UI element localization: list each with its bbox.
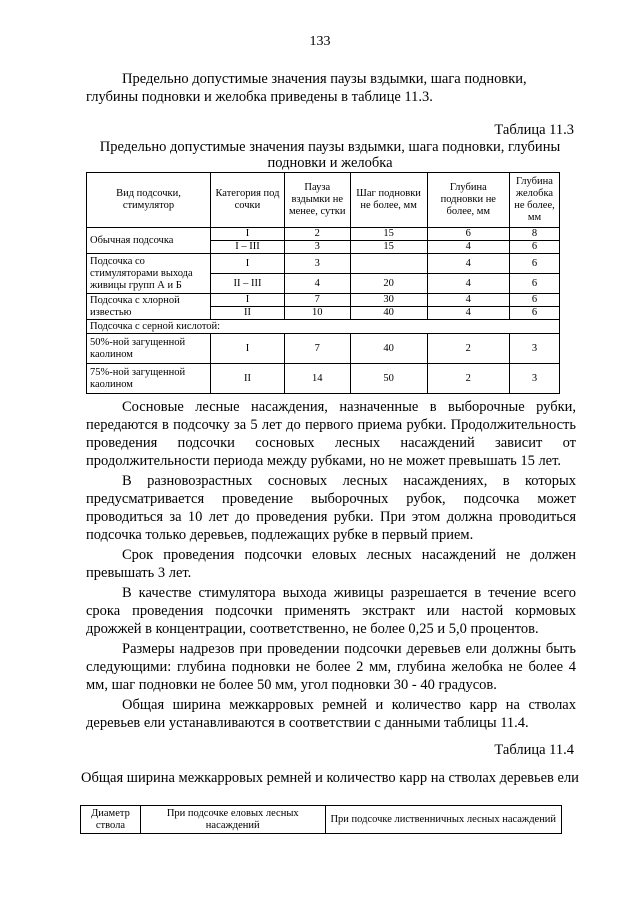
table-cell: 40 xyxy=(350,334,427,364)
table-cell: 2 xyxy=(427,334,509,364)
table-cell: I xyxy=(210,228,284,241)
row-label: Подсочка со стимуляторами выхода живицы групп А и Б xyxy=(87,254,211,294)
table-cell: 6 xyxy=(509,241,559,254)
table-cell: 3 xyxy=(509,334,559,364)
page-number: 133 xyxy=(309,34,331,49)
table-cell: I xyxy=(210,254,284,274)
table-cell: 6 xyxy=(509,307,559,320)
body-text xyxy=(86,398,576,732)
table-11-3-title: Предельно допустимые значения паузы вздымки, шага подновки, глубины подновки и желобка xyxy=(99,139,561,171)
header-cell: Вид подсочки, стимулятор xyxy=(87,173,211,228)
table-row xyxy=(87,254,560,274)
header-cell: При подсочке еловых лесных насаждений xyxy=(140,806,325,834)
table-row xyxy=(87,364,560,394)
table-cell: 40 xyxy=(350,307,427,320)
paragraph: В разновозрастных сосновых лесных насаждениях, в которых предусматривается проведение выборочных рубок, подсочка может проводиться за 10 лет до проведения рубки. При этом должна проводиться подсочка только деревьев, подлежащих рубке в первый прием. xyxy=(86,473,576,543)
table-cell: 6 xyxy=(509,254,559,274)
table-11-4-label: Таблица 11.4 xyxy=(494,742,574,758)
intro-text: Предельно допустимые значения паузы вздымки, шага подновки, глубины подновки и желобка приведены в таблице 11.3. xyxy=(86,71,527,105)
paragraph: В качестве стимулятора выхода живицы разрешается в течение всего срока проведения подсочки применять экстракт или настой кормовых дрожжей в концентрации, соответственно, не более 0,25 и 5,0 процентов. xyxy=(86,585,576,637)
table-cell: 3 xyxy=(284,241,350,254)
row-label: Обычная подсочка xyxy=(87,228,211,254)
table-cell: 50 xyxy=(350,364,427,394)
table-row xyxy=(87,334,560,364)
table-header-row xyxy=(81,806,562,834)
table-cell: 4 xyxy=(427,274,509,294)
row-label: Подсочка с хлорной известью xyxy=(87,294,211,320)
table-cell: 3 xyxy=(509,364,559,394)
table-cell: 4 xyxy=(427,294,509,307)
table-cell: 2 xyxy=(284,228,350,241)
table-cell: II – III xyxy=(210,274,284,294)
intro-paragraph xyxy=(86,70,576,106)
header-cell: Пауза вздымки не менее, сутки xyxy=(284,173,350,228)
section-label: Подсочка с серной кислотой: xyxy=(87,320,560,334)
paragraph: Общая ширина межкарровых ремней и количество карр на стволах деревьев ели устанавливаются в соответствии с данными таблицы 11.4. xyxy=(86,697,576,731)
paragraph: Сосновые лесные насаждения, назначенные в выборочные рубки, передаются в подсочку за 5 лет до первого приема рубки. Продолжительность проведения подсочки сосновых лесных насаждений зависит от продолжительности периода между рубками, но не может превышать 15 лет. xyxy=(86,399,576,469)
table-cell: 30 xyxy=(350,294,427,307)
table-cell: I – III xyxy=(210,241,284,254)
table-cell xyxy=(350,254,427,274)
table-cell: II xyxy=(210,307,284,320)
table-cell: I xyxy=(210,294,284,307)
table-cell: 15 xyxy=(350,241,427,254)
table-row xyxy=(87,294,560,307)
table-cell: 6 xyxy=(509,274,559,294)
table-cell: 15 xyxy=(350,228,427,241)
header-cell: Диаметр ствола xyxy=(81,806,141,834)
table-cell: 2 xyxy=(427,364,509,394)
table-cell: 6 xyxy=(509,294,559,307)
table-cell: 4 xyxy=(427,307,509,320)
table-cell: 4 xyxy=(427,254,509,274)
table-11-4 xyxy=(80,805,562,834)
row-label: 75%-ной загущенной каолином xyxy=(87,364,211,394)
table-cell: 6 xyxy=(427,228,509,241)
table-cell: I xyxy=(210,334,284,364)
table-header-row xyxy=(87,173,560,228)
table-cell: 8 xyxy=(509,228,559,241)
table-11-3 xyxy=(86,172,560,394)
table-row xyxy=(87,228,560,241)
table-cell: 7 xyxy=(284,334,350,364)
row-label: 50%-ной загущенной каолином xyxy=(87,334,211,364)
table-cell: 20 xyxy=(350,274,427,294)
table-cell: 3 xyxy=(284,254,350,274)
header-cell: При подсочке лиственничных лесных насаждений xyxy=(325,806,561,834)
header-cell: Категория под сочки xyxy=(210,173,284,228)
header-cell: Шаг подновки не более, мм xyxy=(350,173,427,228)
paragraph: Размеры надрезов при проведении подсочки деревьев ели должны быть следующими: глубина подновки не более 2 мм, глубина желобка не более 4 мм, шаг подновки не более 50 мм, угол подновки 30 - 40 градусов. xyxy=(86,641,576,693)
table-11-4-title: Общая ширина межкарровых ремней и количество карр на стволах деревьев ели xyxy=(81,770,579,786)
table-cell: 10 xyxy=(284,307,350,320)
header-cell: Глубина подновки не более, мм xyxy=(427,173,509,228)
paragraph: Срок проведения подсочки еловых лесных насаждений не должен превышать 3 лет. xyxy=(86,547,576,581)
table-section-row xyxy=(87,320,560,334)
table-11-3-label: Таблица 11.3 xyxy=(494,122,574,138)
table-cell: 4 xyxy=(427,241,509,254)
table-cell: II xyxy=(210,364,284,394)
table-cell: 14 xyxy=(284,364,350,394)
table-cell: 4 xyxy=(284,274,350,294)
header-cell: Глубина желобка не более, мм xyxy=(509,173,559,228)
table-cell: 7 xyxy=(284,294,350,307)
